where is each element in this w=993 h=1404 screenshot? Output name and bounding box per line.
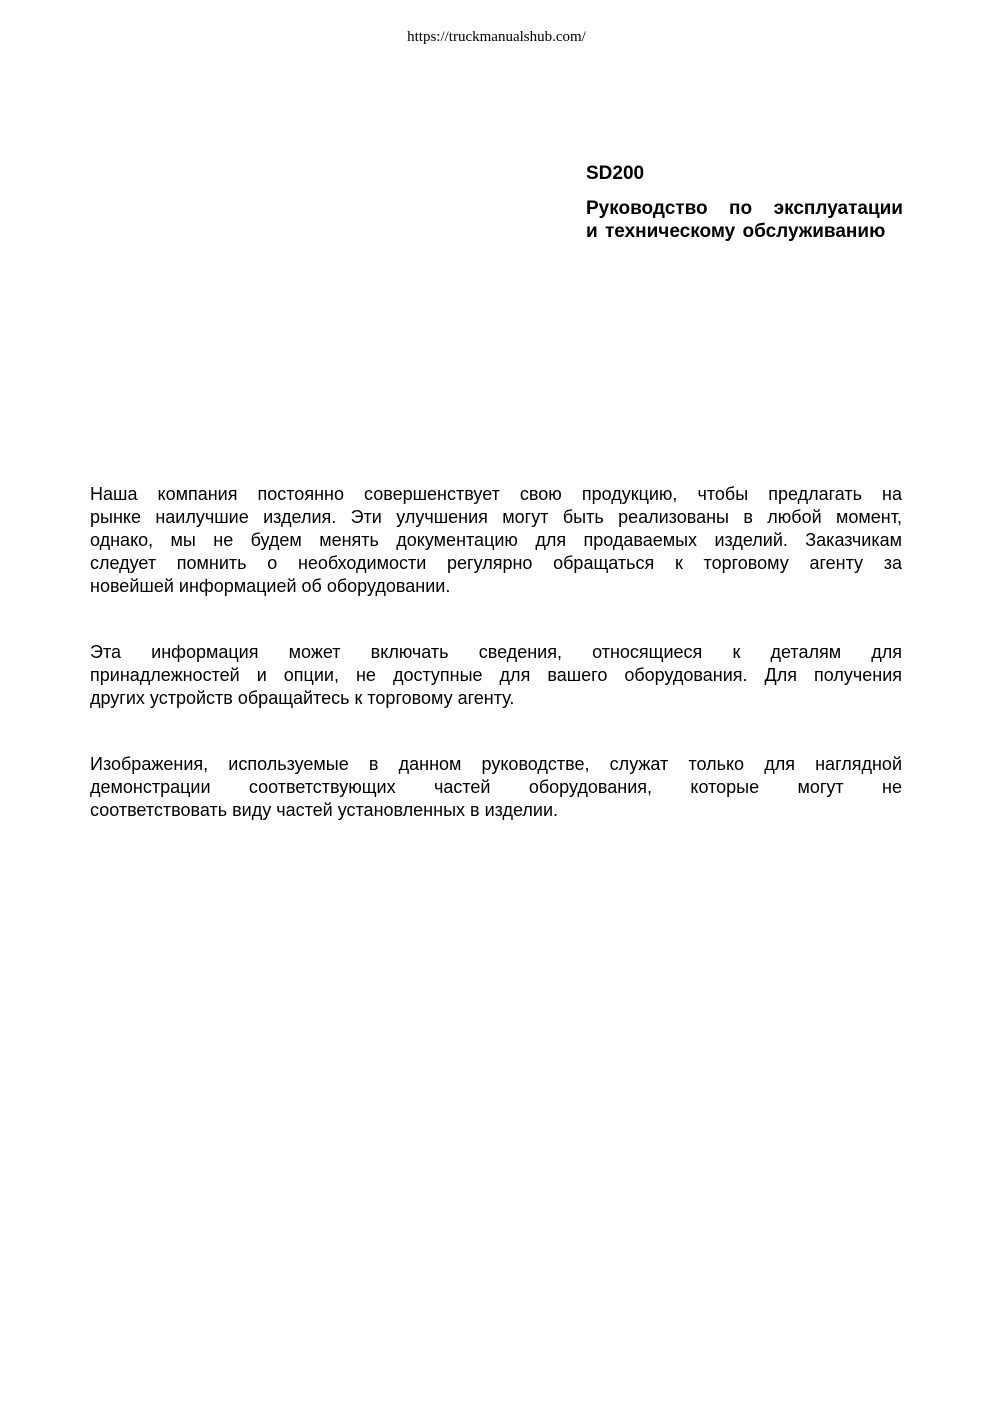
paragraph-line: Эта информация может включать сведения, относящиеся к деталям для (90, 642, 902, 662)
paragraph-images-disclaimer (90, 753, 902, 822)
paragraph-line: следует помнить о необходимости регулярно обращаться к торговому агенту за (90, 553, 902, 573)
model-name: SD200 (586, 163, 645, 184)
paragraph-line: рынке наилучшие изделия. Эти улучшения могут быть реализованы в любой момент, (90, 507, 902, 527)
paragraph-product-improvements (90, 483, 902, 598)
paragraph-accessories-info (90, 641, 902, 710)
title-block (586, 162, 903, 243)
manual-title-line-2: и техническому обслуживанию (586, 221, 886, 242)
paragraph-line: Изображения, используемые в данном руководстве, служат только для наглядной (90, 754, 902, 774)
paragraph-line: новейшей информацией об оборудовании. (90, 576, 451, 596)
paragraph-line: однако, мы не будем менять документацию для продаваемых изделий. Заказчикам (90, 530, 902, 550)
paragraph-line: Наша компания постоянно совершенствует свою продукцию, чтобы предлагать на (90, 484, 902, 504)
manual-title-line-1: Руководство по эксплуатации (586, 198, 903, 219)
paragraph-line: принадлежностей и опции, не доступные для вашего оборудования. Для получения (90, 665, 902, 685)
paragraph-line: соответствовать виду частей установленных в изделии. (90, 800, 559, 820)
paragraph-line: демонстрации соответствующих частей оборудования, которые могут не (90, 777, 902, 797)
manual-title (586, 197, 903, 243)
paragraph-line: других устройств обращайтесь к торговому агенту. (90, 688, 515, 708)
header-url: https://truckmanualshub.com/ (407, 29, 586, 45)
